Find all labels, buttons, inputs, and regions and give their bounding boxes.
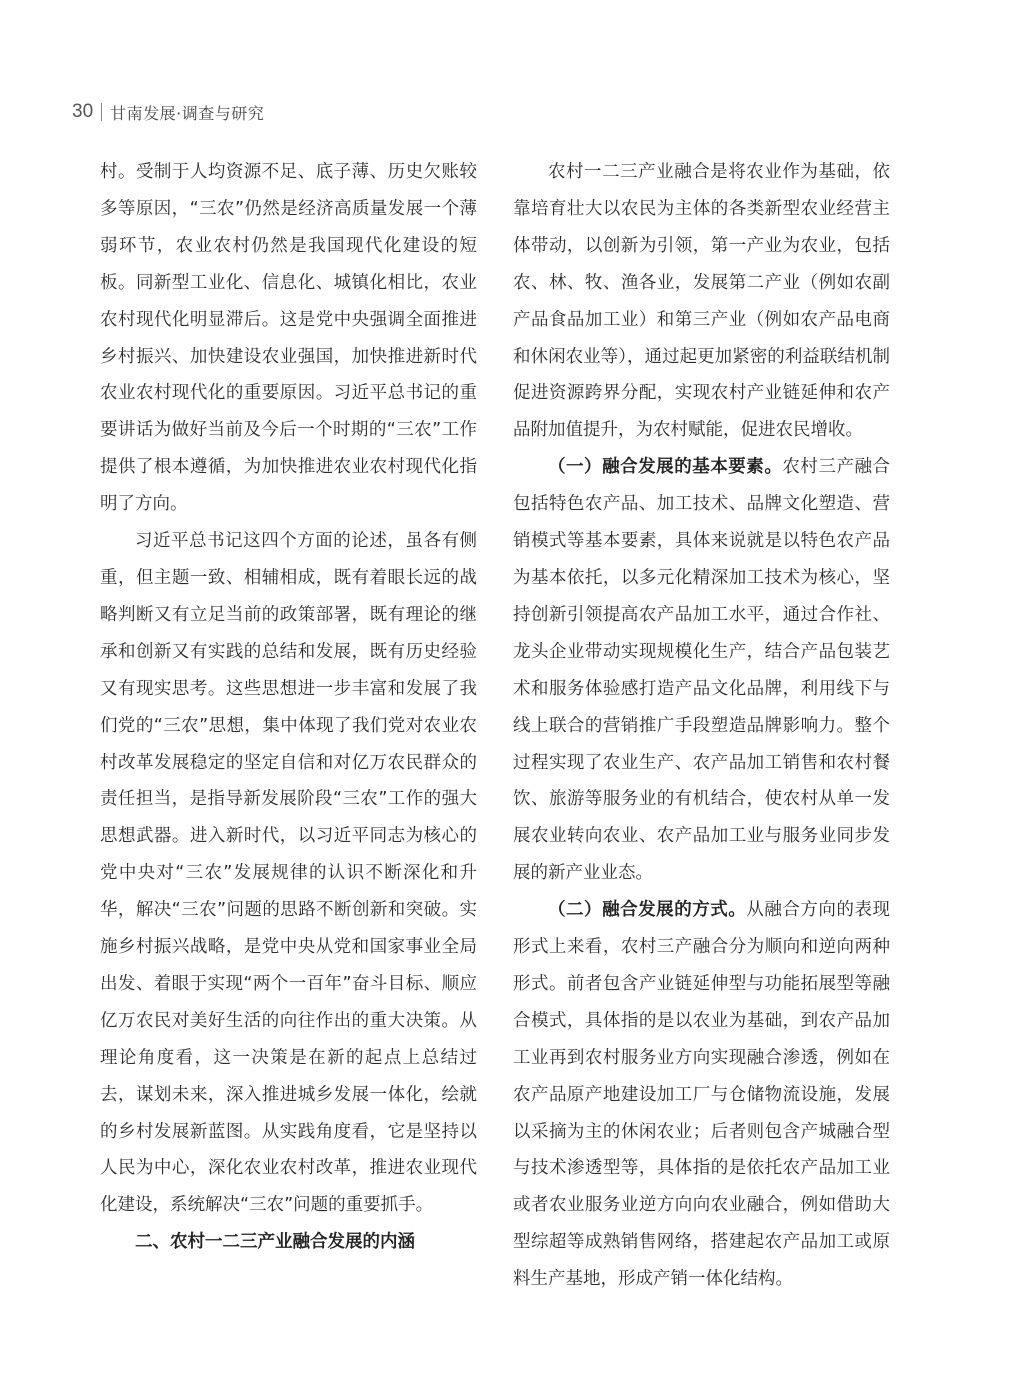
- right-paragraph-2-body: 农村三产融合包括特色农产品、加工技术、品牌文化塑造、营销模式等基本要素，具体来说就是以特色农产品为基本依托，以多元化精深加工技术为核心，坚持创新引领提高农产品加工水平，通过合作社、龙头企业带动实现规模化生产，结合产品包装艺术和服务体验感打造产品文化品牌，利用线下与线上联合的营销推广手段塑造品牌影响力。整个过程实现了农业生产、农产品加工销售和农村餐饮、旅游等服务业的有机结合，使农村从单一发展农业转向农业、农产品加工业与服务业同步发展的新产业业态。: [513, 457, 891, 884]
- subsection-heading-2: （二）融合发展的方式。: [548, 900, 747, 921]
- right-paragraph-2: [513, 449, 890, 892]
- subsection-heading-1: （一）融合发展的基本要素。: [548, 457, 783, 478]
- page-number: 30: [72, 101, 94, 122]
- left-column: [100, 154, 477, 1261]
- right-column: [513, 154, 890, 1298]
- right-paragraph-3: [513, 892, 890, 1298]
- section-title: 甘南发展·调查与研究: [110, 103, 265, 123]
- section-heading: 二、农村一二三产业融合发展的内涵: [135, 1232, 415, 1253]
- running-header: [72, 100, 264, 124]
- left-paragraph-2: 习近平总书记这四个方面的论述，虽各有侧重，但主题一致、相辅相成，既有着眼长远的战略判断又有立足当前的政策部署，既有理论的继承和创新又有实践的总结和发展，既有历史经验又有现实思考。这些思想进一步丰富和发展了我们党的“三农”思想，集中体现了我们党对农业农村改革发展稳定的坚定自信和对亿万农民群众的责任担当，是指导新发展阶段“三农”工作的强大思想武器。进入新时代，以习近平同志为核心的党中央对“三农”发展规律的认识不断深化和升华，解决“三农”问题的思路不断创新和突破。实施乡村振兴战略，是党中央从党和国家事业全局出发、着眼于实现“两个一百年”奋斗目标、顺应亿万农民对美好生活的向往作出的重大决策。从理论角度看，这一决策是在新的起点上总结过去，谋划未来，深入推进城乡发展一体化，绘就的乡村发展新蓝图。从实践角度看，它是坚持以人民为中心，深化农业农村改革，推进农业现代化建设，系统解决“三农”问题的重要抓手。: [100, 531, 477, 1216]
- right-paragraph-1: 农村一二三产业融合是将农业作为基础，依靠培育壮大以农民为主体的各类新型农业经营主体带动，以创新为引领，第一产业为农业，包括农、林、牧、渔各业，发展第二产业（例如农副产品食品加工业）和第三产业（例如农产品电商和休闲农业等），通过起更加紧密的利益联结机制促进资源跨界分配，实现农村产业链延伸和农产品附加值提升，为农村赋能，促进农民增收。: [513, 162, 890, 441]
- left-paragraph-1: 村。受制于人均资源不足、底子薄、历史欠账较多等原因，“三农”仍然是经济高质量发展一个薄弱环节，农业农村仍然是我国现代化建设的短板。同新型工业化、信息化、城镇化相比，农业农村现代化明显滞后。这是党中央强调全面推进乡村振兴、加快建设农业强国，加快推进新时代农业农村现代化的重要原因。习近平总书记的重要讲话为做好当前及今后一个时期的“三农”工作提供了根本遵循，为加快推进农业农村现代化指明了方向。: [100, 162, 477, 515]
- header-divider: [101, 103, 102, 121]
- right-paragraph-3-body: 从融合方向的表现形式上来看，农村三产融合分为顺向和逆向两种形式。前者包含产业链延伸型与功能拓展型等融合模式，具体指的是以农业为基础，到农产品加工业再到农村服务业方向实现融合渗透，例如在农产品原产地建设加工厂与仓储物流设施，发展以采摘为主的休闲农业；后者则包含产城融合型与技术渗透型等，具体指的是依托农产品加工业或者农业服务业逆方向向农业融合，例如借助大型综超等成熟销售网络，搭建起农产品加工或原料生产基地，形成产销一体化结构。: [513, 900, 891, 1290]
